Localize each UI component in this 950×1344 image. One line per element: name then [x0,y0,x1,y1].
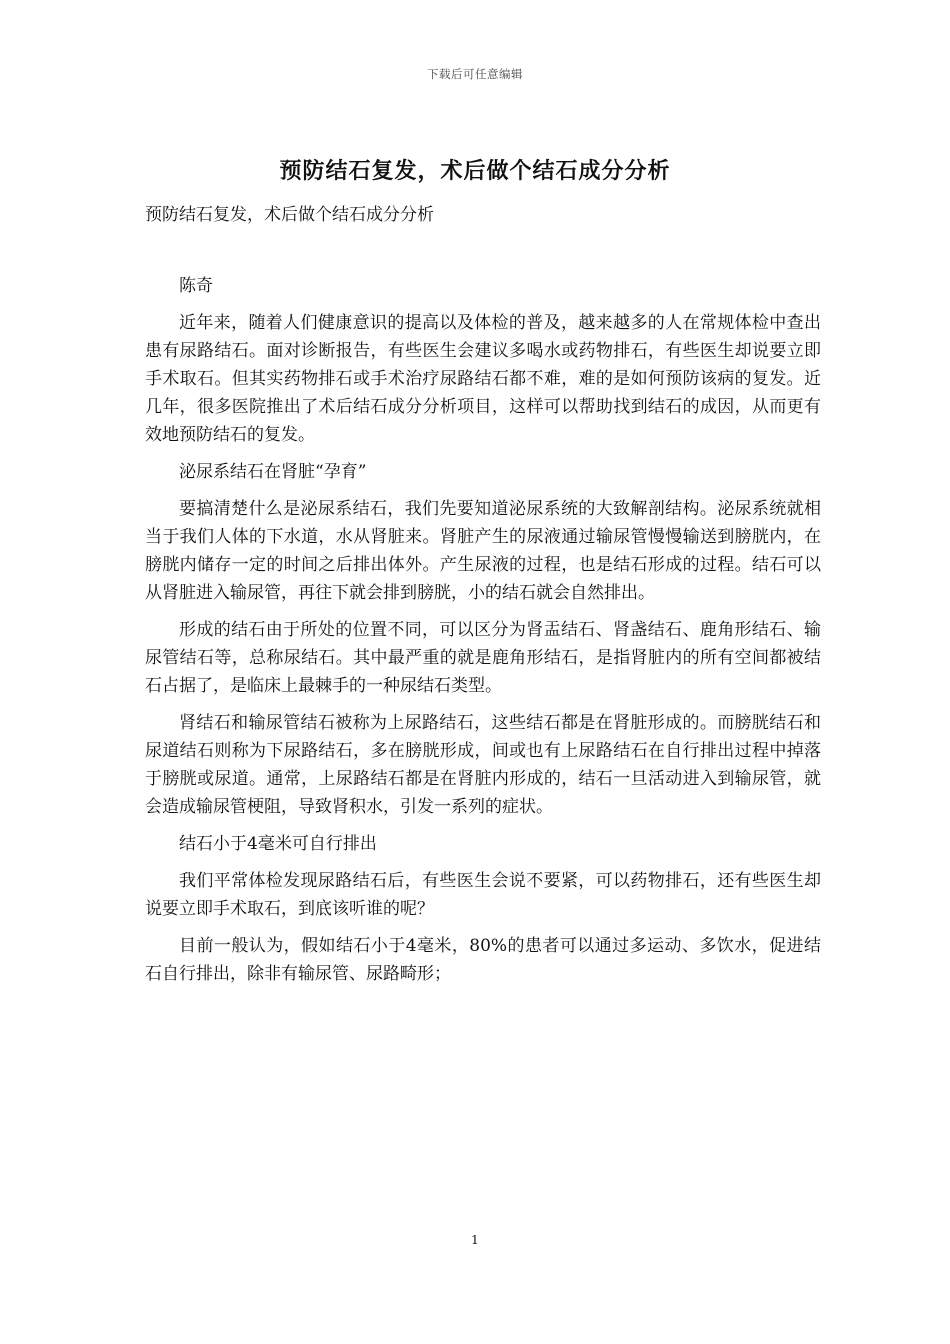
body-paragraph: 形成的结石由于所处的位置不同，可以区分为肾盂结石、肾盏结石、鹿角形结石、输尿管结石等，总称尿结石。其中最严重的就是鹿角形结石，是指肾脏内的所有空间都被结石占据了，是临床上最棘手的一种尿结石类型。 [145,620,821,696]
author-line: 陈奇 [179,276,213,296]
body-paragraph: 目前一般认为，假如结石小于4毫米，80%的患者可以通过多运动、多饮水，促进结石自行排出，除非有输尿管、尿路畸形； [145,936,821,984]
body-paragraph: 我们平常体检发现尿路结石后，有些医生会说不要紧，可以药物排石，还有些医生却说要立即手术取石，到底该听谁的呢？ [145,871,821,919]
document-subtitle: 预防结石复发，术后做个结石成分分析 [145,205,434,225]
body-paragraph: 肾结石和输尿管结石被称为上尿路结石，这些结石都是在肾脏形成的。而膀胱结石和尿道结石则称为下尿路结石，多在膀胱形成，间或也有上尿路结石在自行排出过程中掉落于膀胱或尿道。通常，上尿路结石都是在肾脏内形成的，结石一旦活动进入到输尿管，就会造成输尿管梗阻，导致肾积水，引发一系列的症状。 [145,713,821,817]
body-paragraph: 近年来，随着人们健康意识的提高以及体检的普及，越来越多的人在常规体检中查出患有尿路结石。面对诊断报告，有些医生会建议多喝水或药物排石，有些医生却说要立即手术取石。但其实药物排石或手术治疗尿路结石都不难，难的是如何预防该病的复发。近几年，很多医院推出了术后结石成分分析项目，这样可以帮助找到结石的成因，从而更有效地预防结石的复发。 [145,313,821,445]
page-number: 1 [471,1233,479,1247]
document-body [145,272,821,997]
section-heading: 结石小于4毫米可自行排出 [179,834,377,854]
body-paragraph: 要搞清楚什么是泌尿系结石，我们先要知道泌尿系统的大致解剖结构。泌尿系统就相当于我们人体的下水道，水从肾脏来。肾脏产生的尿液通过输尿管慢慢输送到膀胱内，在膀胱内储存一定的时间之后排出体外。产生尿液的过程，也是结石形成的过程。结石可以从肾脏进入输尿管，再往下就会排到膀胱，小的结石就会自然排出。 [145,499,821,603]
section-heading: 泌尿系结石在肾脏“孕育” [179,462,367,482]
document-title: 预防结石复发，术后做个结石成分分析 [279,158,671,184]
page-header-note: 下载后可任意编辑 [427,67,523,81]
